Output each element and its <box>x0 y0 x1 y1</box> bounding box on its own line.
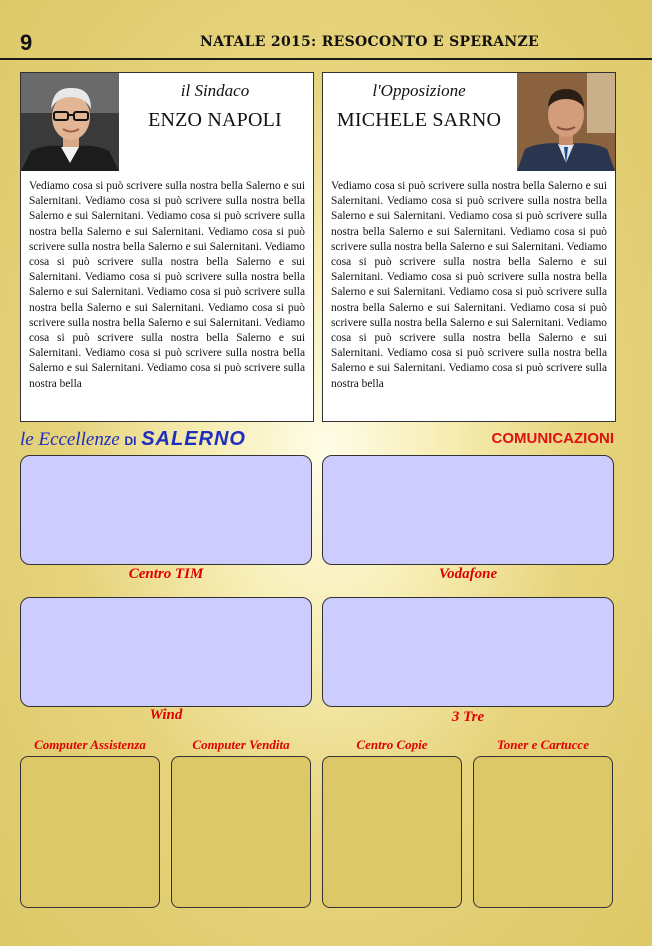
opposition-article <box>331 179 607 392</box>
ad-box-wind <box>20 597 312 707</box>
communications-heading: COMUNICAZIONI <box>491 430 614 447</box>
excellence-heading <box>20 428 246 451</box>
ad-box-vodafone <box>322 455 614 565</box>
service-label-computer-assistenza: Computer Assistenza <box>34 737 146 752</box>
ad-label-wind: Wind <box>149 707 183 723</box>
ad-box-centro-tim <box>20 455 312 565</box>
opposition-photo <box>517 73 615 171</box>
service-label-centro-copie: Centro Copie <box>356 737 428 752</box>
ad-box-tre <box>322 597 614 707</box>
excellence-prefix: le Eccellenze <box>20 429 120 450</box>
ad-label-centro-tim: Centro TIM <box>128 566 204 582</box>
service-box-computer-assistenza <box>20 756 160 908</box>
excellence-di: DI <box>124 434 137 448</box>
mayor-name: ENZO NAPOLI <box>148 109 282 131</box>
excellence-city: SALERNO <box>141 428 246 450</box>
mayor-photo <box>21 73 119 171</box>
issue-title: NATALE 2015: RESOCONTO E SPERANZE <box>200 34 539 50</box>
mayor-role: il Sindaco <box>180 81 250 100</box>
service-box-centro-copie <box>322 756 462 908</box>
opposition-column <box>322 72 616 422</box>
service-box-computer-vendita <box>171 756 311 908</box>
page-header <box>0 0 652 60</box>
mayor-column <box>20 72 314 422</box>
service-label-toner-cartucce: Toner e Cartucce <box>497 737 589 752</box>
ad-label-tre: 3 Tre <box>451 709 485 725</box>
service-box-toner-cartucce <box>473 756 613 908</box>
ad-label-vodafone: Vodafone <box>438 566 498 582</box>
service-label-computer-vendita: Computer Vendita <box>192 737 290 752</box>
page-number: 9 <box>20 30 33 55</box>
mayor-article-text: Vediamo cosa si può scrivere sulla nostra bella Salerno e sui Salernitani. Vediamo cosa si può scrivere sulla nostra bella Salerno e sui Salernitani. Vediamo cosa si può scrivere sulla nostra bella Salerno e sui Salernitani. Vediamo cosa si può scrivere sulla nostra bella Salerno e sui Salernitani. Vediamo cosa si può scrivere sulla nostra bella Salerno e sui Salernitani. Vediamo cosa si può scrivere sulla nostra bella Salerno e sui Salernitani. Vediamo cosa si può scrivere sulla nostra bella Salerno e sui Salernitani. Vediamo cosa si può scrivere sulla nostra bella Salerno e sui Salernitani. Vediamo cosa si può scrivere sulla nostra bella Salerno e sui Salernitani. Vediamo cosa si può scrivere sulla nostra bella Salerno e sui Salernitani. Vediamo cosa si può scrivere sulla nostra bella <box>29 180 305 390</box>
mayor-article <box>29 179 305 392</box>
opposition-article-text: Vediamo cosa si può scrivere sulla nostra bella Salerno e sui Salernitani. Vediamo cosa si può scrivere sulla nostra bella Salerno e sui Salernitani. Vediamo cosa si può scrivere sulla nostra bella Salerno e sui Salernitani. Vediamo cosa si può scrivere sulla nostra bella Salerno e sui Salernitani. Vediamo cosa si può scrivere sulla nostra bella Salerno e sui Salernitani. Vediamo cosa si può scrivere sulla nostra bella Salerno e sui Salernitani. Vediamo cosa si può scrivere sulla nostra bella Salerno e sui Salernitani. Vediamo cosa si può scrivere sulla nostra bella Salerno e sui Salernitani. Vediamo cosa si può scrivere sulla nostra bella Salerno e sui Salernitani. Vediamo cosa si può scrivere sulla nostra bella Salerno e sui Salernitani. Vediamo cosa si può scrivere sulla nostra bella <box>331 180 607 390</box>
opposition-name: MICHELE SARNO <box>336 109 502 131</box>
opposition-role: l'Opposizione <box>372 81 466 100</box>
